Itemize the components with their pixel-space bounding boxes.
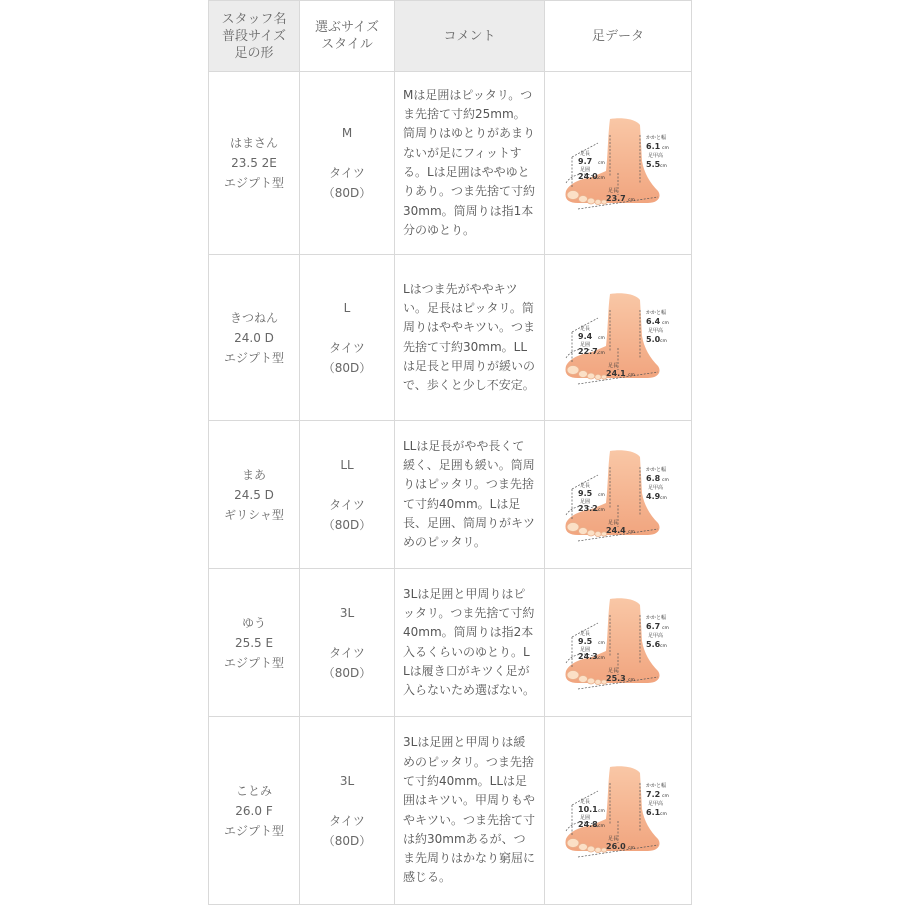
instep-unit: cm bbox=[660, 643, 667, 649]
girth-label: 足囲 bbox=[580, 167, 591, 173]
foot-data-cell bbox=[545, 72, 692, 255]
table-row bbox=[209, 255, 692, 421]
chosen-size: 3L bbox=[339, 605, 355, 620]
instep-value: 5.5 bbox=[646, 160, 661, 169]
chosen-size: M bbox=[341, 126, 353, 140]
header-foot-data: 足データ bbox=[545, 1, 692, 72]
heel-label: かかと幅 bbox=[646, 309, 667, 316]
ankle-label: 足長 bbox=[580, 630, 591, 637]
staff-cell bbox=[209, 569, 300, 717]
girth-value: 24.0 bbox=[578, 172, 598, 181]
table-row bbox=[209, 421, 692, 569]
ankle-label: 足長 bbox=[580, 482, 591, 489]
ankle-label: 足長 bbox=[580, 151, 591, 157]
heel-value: 6.8 bbox=[646, 473, 661, 483]
heel-unit: cm bbox=[662, 625, 669, 631]
girth-value: 22.7 bbox=[578, 346, 598, 356]
girth-unit: cm bbox=[598, 350, 605, 356]
ankle-value: 9.7 bbox=[578, 157, 593, 166]
instep-label: 足甲高 bbox=[648, 484, 664, 491]
foot-shape: エジプト型 bbox=[223, 823, 284, 838]
length-label: 足長 bbox=[608, 362, 619, 369]
length-value: 24.1 bbox=[606, 368, 626, 378]
length-label: 足長 bbox=[608, 835, 619, 842]
size-comparison-table bbox=[208, 0, 692, 905]
foot-diagram bbox=[558, 761, 678, 861]
instep-unit: cm bbox=[660, 495, 667, 501]
heel-value: 7.2 bbox=[646, 789, 661, 799]
ankle-value: 9.5 bbox=[578, 636, 593, 646]
ankle-unit: cm bbox=[598, 161, 605, 166]
length-unit: cm bbox=[628, 845, 635, 851]
ankle-value: 9.5 bbox=[578, 488, 593, 498]
girth-value: 23.2 bbox=[578, 503, 598, 513]
staff-cell bbox=[209, 72, 300, 255]
size-cell bbox=[300, 72, 395, 255]
staff-cell bbox=[209, 717, 300, 905]
staff-name: きつねん bbox=[229, 310, 278, 325]
style: タイツ bbox=[329, 166, 365, 180]
instep-unit: cm bbox=[660, 338, 667, 344]
style: タイツ bbox=[329, 813, 365, 828]
staff-cell bbox=[209, 421, 300, 569]
usual-size: 26.0 F bbox=[235, 803, 273, 818]
comment-cell: LLは足長がやや長くて緩く、足囲も緩い。筒周りはピッタリ。つま先捨て寸約40mm。Lは足長、足囲、筒周りがキツめのピッタリ。 bbox=[395, 421, 545, 569]
ankle-value: 9.4 bbox=[578, 331, 593, 341]
usual-size: 23.5 2E bbox=[231, 156, 277, 170]
table-row bbox=[209, 717, 692, 905]
girth-unit: cm bbox=[598, 655, 605, 661]
chosen-size: L bbox=[343, 300, 351, 315]
chosen-size: 3L bbox=[339, 773, 355, 788]
foot-diagram bbox=[558, 113, 678, 213]
staff-name: ゆう bbox=[241, 615, 266, 630]
girth-label: 足囲 bbox=[580, 646, 591, 653]
instep-value: 5.6 bbox=[646, 639, 661, 649]
comment-cell: 3Lは足囲と甲周りは緩めのピッタリ。つま先捨て寸約40mm。LLは足囲はキツい。甲周りもややキツい。つま先捨て寸は約30mmあるが、つま先周りはかなり窮屈に感じる。 bbox=[395, 717, 545, 905]
length-value: 26.0 bbox=[606, 841, 626, 851]
foot-diagram bbox=[558, 445, 678, 545]
girth-value: 24.3 bbox=[578, 651, 598, 661]
instep-label: 足甲高 bbox=[648, 153, 664, 159]
size-cell bbox=[300, 569, 395, 717]
instep-label: 足甲高 bbox=[648, 327, 664, 334]
size-cell bbox=[300, 717, 395, 905]
comment-cell: Mは足囲はピッタリ。つま先捨て寸約25mm。筒周りはゆとりがあまりないが足にフィットする。Lは足囲はややゆとりあり。つま先捨て寸約30mm。筒周りは指1本分のゆとり。 bbox=[395, 72, 545, 255]
length-value: 25.3 bbox=[606, 673, 626, 683]
foot-shape: ギリシャ型 bbox=[224, 507, 284, 522]
heel-label: かかと幅 bbox=[646, 782, 667, 789]
usual-size: 24.0 D bbox=[234, 330, 274, 345]
comment-cell: 3Lは足囲と甲周りはピッタリ。つま先捨て寸約40mm。筒周りは指2本入るくらいのゆとり。LLは履き口がキツく足が入らないため選ばない。 bbox=[395, 569, 545, 717]
length-label: 足長 bbox=[608, 667, 619, 674]
length-unit: cm bbox=[628, 198, 635, 203]
instep-label: 足甲高 bbox=[648, 800, 664, 807]
instep-label: 足甲高 bbox=[648, 632, 664, 639]
heel-label: かかと幅 bbox=[646, 135, 667, 141]
instep-value: 5.0 bbox=[646, 334, 661, 344]
foot-shape: エジプト型 bbox=[223, 655, 284, 670]
usual-size: 24.5 D bbox=[234, 487, 274, 502]
chosen-size: LL bbox=[340, 457, 354, 472]
comment-cell: Lはつま先がややキツい。足長はピッタリ。筒周りはややキツい。つま先捨て寸約30mm。LLは足長と甲周りが緩いので、歩くと少し不安定。 bbox=[395, 255, 545, 421]
foot-shape: エジプト型 bbox=[223, 176, 284, 190]
length-value: 24.4 bbox=[606, 525, 626, 535]
length-label: 足長 bbox=[608, 188, 619, 194]
staff-name: ことみ bbox=[235, 783, 272, 798]
denier: （80D） bbox=[322, 186, 372, 200]
header-size-style: 選ぶサイズ スタイル bbox=[300, 1, 395, 72]
girth-unit: cm bbox=[598, 823, 605, 829]
foot-diagram bbox=[558, 593, 678, 693]
girth-label: 足囲 bbox=[580, 814, 591, 821]
style: タイツ bbox=[329, 645, 365, 660]
instep-unit: cm bbox=[660, 164, 667, 169]
denier: （80D） bbox=[322, 517, 372, 532]
girth-label: 足囲 bbox=[580, 341, 591, 348]
girth-unit: cm bbox=[598, 507, 605, 513]
girth-value: 24.8 bbox=[578, 819, 598, 829]
length-value: 23.7 bbox=[606, 194, 626, 203]
heel-unit: cm bbox=[662, 793, 669, 799]
length-unit: cm bbox=[628, 372, 635, 378]
heel-label: かかと幅 bbox=[646, 614, 667, 621]
ankle-unit: cm bbox=[598, 640, 605, 646]
foot-shape: エジプト型 bbox=[223, 350, 284, 365]
heel-label: かかと幅 bbox=[646, 466, 667, 473]
usual-size: 25.5 E bbox=[234, 635, 274, 650]
ankle-unit: cm bbox=[598, 335, 605, 341]
length-unit: cm bbox=[628, 677, 635, 683]
ankle-label: 足長 bbox=[580, 325, 591, 332]
denier: （80D） bbox=[322, 360, 372, 375]
staff-name: まあ bbox=[241, 467, 266, 482]
instep-value: 4.9 bbox=[646, 491, 661, 501]
header-staff: スタッフ名 普段サイズ 足の形 bbox=[209, 1, 300, 72]
ankle-label: 足長 bbox=[580, 798, 591, 805]
heel-unit: cm bbox=[662, 146, 669, 151]
heel-unit: cm bbox=[662, 477, 669, 483]
table-row bbox=[209, 569, 692, 717]
table-row bbox=[209, 72, 692, 255]
size-cell bbox=[300, 255, 395, 421]
instep-value: 6.1 bbox=[646, 807, 661, 817]
heel-value: 6.1 bbox=[646, 142, 661, 151]
header-row bbox=[209, 1, 692, 72]
girth-unit: cm bbox=[598, 176, 605, 181]
style: タイツ bbox=[329, 340, 365, 355]
heel-unit: cm bbox=[662, 320, 669, 326]
instep-unit: cm bbox=[660, 811, 667, 817]
girth-label: 足囲 bbox=[580, 498, 591, 505]
foot-data-cell bbox=[545, 717, 692, 905]
heel-value: 6.7 bbox=[646, 621, 661, 631]
denier: （80D） bbox=[322, 833, 372, 848]
staff-cell bbox=[209, 255, 300, 421]
foot-data-cell bbox=[545, 421, 692, 569]
staff-name: はまさん bbox=[229, 136, 278, 150]
ankle-unit: cm bbox=[598, 492, 605, 498]
length-label: 足長 bbox=[608, 519, 619, 526]
foot-diagram bbox=[558, 288, 678, 388]
foot-data-cell bbox=[545, 569, 692, 717]
size-cell bbox=[300, 421, 395, 569]
heel-value: 6.4 bbox=[646, 316, 661, 326]
style: タイツ bbox=[329, 497, 365, 512]
foot-data-cell bbox=[545, 255, 692, 421]
denier: （80D） bbox=[322, 665, 372, 680]
header-comment: コメント bbox=[395, 1, 545, 72]
ankle-value: 10.1 bbox=[578, 804, 598, 814]
ankle-unit: cm bbox=[598, 808, 605, 814]
length-unit: cm bbox=[628, 529, 635, 535]
